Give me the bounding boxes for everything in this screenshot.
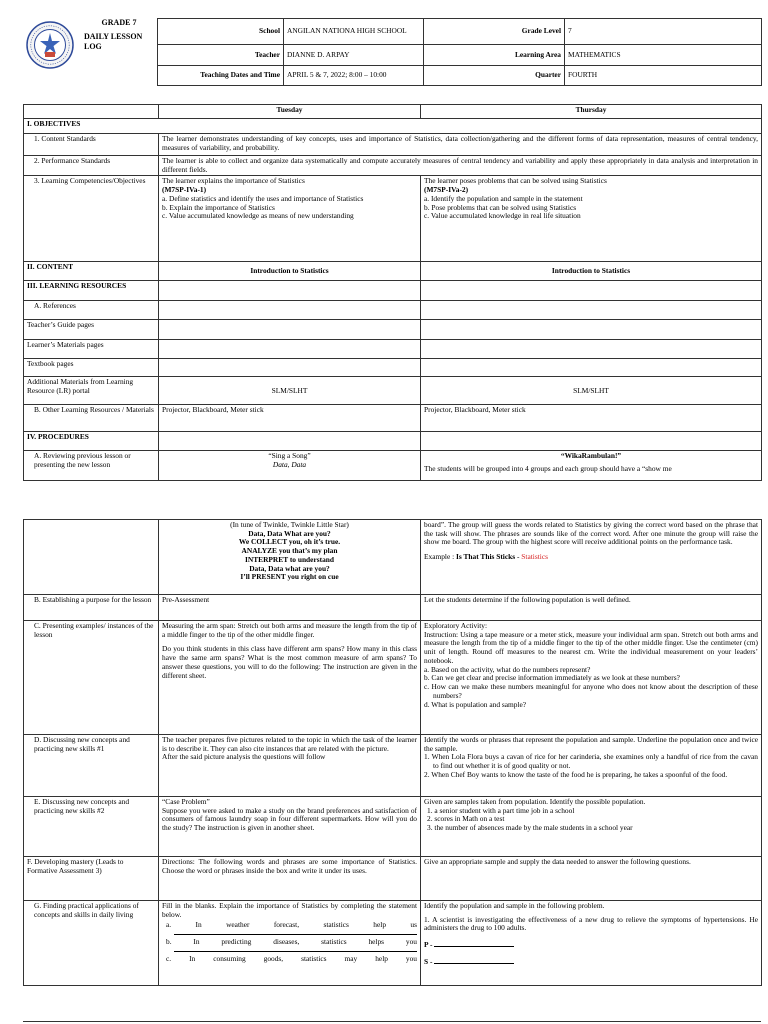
answer-blank <box>174 947 417 952</box>
learning-area-value: MATHEMATICS <box>565 45 762 66</box>
sample-label: S - <box>424 956 435 966</box>
purpose-label: B. Establishing a purpose for the lesson <box>24 595 159 621</box>
song-tune: (In tune of Twinkle, Twinkle Little Star) <box>230 520 349 529</box>
competency-intro: The learner poses problems that can be solved using Statistics <box>424 176 607 186</box>
page-divider <box>23 1021 761 1022</box>
grade-level-value: 7 <box>565 19 762 45</box>
discussing-2-tuesday <box>159 797 421 857</box>
population-label: P - <box>424 940 435 950</box>
population-blank <box>434 939 514 947</box>
population-sample-text: Identify the words or phrases that represent the population and sample. Underline the population once and twice the sample. <box>424 735 758 753</box>
list-item: d. What is population and sample? <box>424 699 527 709</box>
discussing-2-thursday <box>421 797 762 857</box>
grade-level-label: Grade Level <box>424 19 565 45</box>
example-dash: - <box>515 552 522 562</box>
school-value: ANGILAN NATIONA HIGH SCHOOL <box>284 19 424 45</box>
deped-seal-logo <box>26 21 74 69</box>
answer-blank <box>174 930 417 935</box>
objectives-heading: I. OBJECTIVES <box>24 119 762 134</box>
dates-label: Teaching Dates and Time <box>158 66 284 86</box>
performance-standards-label: 2. Performance Standards <box>24 156 159 176</box>
other-resources-thursday: Projector, Blackboard, Meter stick <box>421 405 762 432</box>
discussing-1-thursday <box>421 735 762 797</box>
other-resources-label: B. Other Learning Resources / Materials <box>24 405 159 432</box>
lesson-log-table-page2 <box>23 519 762 986</box>
wikarambulan-cell <box>421 451 762 481</box>
song-line: I’ll PRESENT you right on cue <box>240 572 339 582</box>
problem-text: 1. A scientist is investigating the effectiveness of a new drug to relieve the symptoms of hypertensions. He administers the drug to 100 adults. <box>424 914 758 933</box>
presenting-examples-tuesday <box>159 621 421 735</box>
sing-a-song-cell <box>159 451 421 481</box>
problem-title: Identify the population and sample in the following problem. <box>424 901 605 910</box>
purpose-tuesday: Pre-Assessment <box>159 595 421 621</box>
song-line: We COLLECT you, oh it’s true. <box>238 537 341 547</box>
log-title: DAILY LESSON LOG <box>84 32 143 52</box>
list-item: c. In consuming goods, statistics may help you <box>166 953 417 963</box>
sample-blank <box>434 956 514 964</box>
song-line: ANALYZE you that’s my plan <box>241 546 338 556</box>
list-item: c. How can we make these numbers meaningful for anyone who does not know about the description of these numbers? <box>424 682 758 700</box>
competency-code: (M7SP-IVa-1) <box>162 185 207 195</box>
additional-materials-label: Additional Materials from Learning Resource (LR) portal <box>24 377 159 405</box>
list-item: 1. When Lola Flora buys a cavan of rice for her carinderia, she examines only a handful of rice from the cavan to find out whether it is of good quality or not. <box>424 752 758 771</box>
other-resources-tuesday: Projector, Blackboard, Meter stick <box>159 405 421 432</box>
competency-code: (M7SP-IVa-2) <box>424 185 469 195</box>
exploratory-title: Exploratory Activity: <box>424 621 488 630</box>
presenting-examples-thursday <box>421 621 762 735</box>
content-tuesday: Introduction to Statistics <box>159 262 421 281</box>
picture-task-text: The teacher prepares five pictures related to the topic in which the task of the learner is to describe it. They can also cite instances that are related with the picture. <box>162 735 417 753</box>
school-label: School <box>158 19 284 45</box>
day-tuesday: Tuesday <box>159 105 421 119</box>
example-answer: Statistics <box>521 552 548 562</box>
arm-span-text: Measuring the arm span: Stretch out both arms and measure the length from the tip of a middle finger to the tip of the other middle finger. <box>162 621 417 639</box>
additional-materials-thursday: SLM/SLHT <box>421 377 762 405</box>
example-line <box>424 553 758 562</box>
exploratory-instruction: Instruction: Using a tape measure or a meter stick, measure your individual arm span. Stretch out both arms and measure the length from the tip of a middle finger to the tip of the other middle finger. Use the centimeter (cm) unit of length. Round off measures to the nearest cm. Write the individual measurement on your leaders’ notebook. <box>424 629 758 665</box>
arm-span-questions: Do you think students in this class have different arm spans? How many in this class have the same arm spans? What is the most common measure of arm spans? To answer these questions, you will to do the following: The instruction are given in the different sheet. <box>162 644 417 680</box>
picture-task-followup: After the said picture analysis the questions will follow <box>162 752 326 762</box>
list-item: c. Value accumulated knowledge in real life situation <box>424 211 581 221</box>
teacher-value: DIANNE D. ARPAY <box>284 45 424 66</box>
wikarambulan-text: The students will be grouped into 4 groups and each group should have a “show me <box>424 464 672 474</box>
competencies-tuesday <box>159 176 421 262</box>
reviewing-label: A. Reviewing previous lesson or presenting the new lesson <box>24 451 159 481</box>
population-answer-line <box>424 939 758 950</box>
teachers-guide-label: Teacher’s Guide pages <box>24 320 159 340</box>
procedures-heading: IV. PROCEDURES <box>24 432 159 451</box>
song-line: Data, Data What are you? <box>248 528 331 538</box>
case-problem-text: Suppose you were asked to make a study on the brand preferences and satisfaction of consumers of famous laundry soap in four different supermarkets. How will you do the study? The instruction is given in another sheet. <box>162 805 417 833</box>
list-item: a. Based on the activity, what do the numbers represent? <box>424 664 591 674</box>
list-item: a. Identify the population and sample in the statement <box>424 193 583 203</box>
header-info-table <box>157 18 762 86</box>
competencies-thursday <box>421 176 762 262</box>
example-phrase: Is That This Sticks <box>456 552 516 562</box>
content-standards-text: The learner demonstrates understanding of key concepts, uses and importance of Statistics, data collection/gathering and the different forms of data representation, measures of central tendency, measures of variability, and probability. <box>159 134 762 156</box>
quarter-label: Quarter <box>424 66 565 86</box>
practical-applications-tuesday <box>159 901 421 986</box>
learning-area-label: Learning Area <box>424 45 565 66</box>
list-item: b. Pose problems that can be solved using Statistics <box>424 202 577 212</box>
day-thursday: Thursday <box>421 105 762 119</box>
fill-blanks-intro: Fill in the blanks. Explain the importance of Statistics by completing the statement below. <box>162 901 417 919</box>
discussing-2-label: E. Discussing new concepts and practicing new skills #2 <box>24 797 159 857</box>
discussing-1-tuesday <box>159 735 421 797</box>
discussing-1-label: D. Discussing new concepts and practicing new skills #1 <box>24 735 159 797</box>
song-cell <box>159 520 421 595</box>
wikarambulan-continued-cell <box>421 520 762 595</box>
list-item: b. Explain the importance of Statistics <box>162 202 275 212</box>
sing-a-song-title: “Sing a Song” <box>268 451 311 461</box>
teacher-label: Teacher <box>158 45 284 66</box>
case-problem-title: “Case Problem” <box>162 797 210 806</box>
list-item: 1. a senior student with a part time job in a school <box>427 805 575 815</box>
textbook-label: Textbook pages <box>24 359 159 377</box>
song-line: Data, Data what are you? <box>249 563 330 573</box>
list-item: c. Value accumulated knowledge as means of new understanding <box>162 211 354 221</box>
competency-intro: The learner explains the importance of Statistics <box>162 176 305 186</box>
presenting-examples-label: C. Presenting examples/ instances of the lesson <box>24 621 159 735</box>
developing-mastery-thursday: Give an appropriate sample and supply the data needed to answer the following questions. <box>421 857 762 901</box>
sing-a-song-subtitle: Data, Data <box>272 460 307 470</box>
developing-mastery-label: F. Developing mastery (Leads to Formative Assessment 3) <box>24 857 159 901</box>
list-item: a. In weather forecast, statistics help us <box>166 920 417 930</box>
dates-value: APRIL 5 & 7, 2022; 8:00 – 10:00 <box>284 66 424 86</box>
quarter-value: FOURTH <box>565 66 762 86</box>
list-item: 2. When Chef Boy wants to know the taste of the food he is preparing, he takes a spoonful of the food. <box>424 769 728 779</box>
song-line: INTERPRET to understand <box>245 554 334 564</box>
list-item: b. Can we get clear and precise information immediately as we look at these numbers? <box>424 673 680 683</box>
developing-mastery-tuesday: Directions: The following words and phrases are some importance of Statistics. Choose the word or phrases inside the box and write it under its uses. <box>159 857 421 901</box>
list-item: 3. the number of absences made by the male students in a school year <box>427 823 633 833</box>
sample-answer-line <box>424 956 758 967</box>
list-item: b. In predicting diseases, statistics helps you <box>166 937 417 947</box>
example-label: Example : <box>424 552 457 562</box>
content-thursday: Introduction to Statistics <box>421 262 762 281</box>
content-heading: II. CONTENT <box>24 262 159 281</box>
additional-materials-tuesday: SLM/SLHT <box>159 377 421 405</box>
purpose-thursday: Let the students determine if the following population is well defined. <box>421 595 762 621</box>
lesson-log-table-page1 <box>23 104 762 481</box>
learners-materials-label: Learner’s Materials pages <box>24 340 159 359</box>
practical-applications-thursday <box>421 901 762 986</box>
grade-title: GRADE 7 <box>101 18 137 27</box>
competencies-label: 3. Learning Competencies/Objectives <box>24 176 159 262</box>
references-label: A. References <box>24 301 159 320</box>
list-item: a. Define statistics and identify the uses and importance of Statistics <box>162 193 364 203</box>
content-standards-label: 1. Content Standards <box>24 134 159 156</box>
resources-heading: III. LEARNING RESOURCES <box>24 281 159 301</box>
samples-text: Given are samples taken from population. Identify the possible population. <box>424 797 646 806</box>
practical-applications-label: G. Finding practical applications of concepts and skills in daily living <box>24 901 159 986</box>
performance-standards-text: The learner is able to collect and organize data systematically and compute accurately measures of central tendency and variability and apply these appropriately in data analysis and interpretation in different fields. <box>159 156 762 176</box>
list-item: 2. scores in Math on a test <box>427 814 505 824</box>
wikarambulan-title: “WikaRambulan!” <box>560 451 622 461</box>
wikarambulan-continued-text: board”. The group will guess the words related to Statistics by giving the correct word based on the phrase that the task will show. The phrases are sounds like of the correct word. After one minute the group will raise the show me board. The group with the highest score will receive additional points on the performance task. <box>424 520 758 547</box>
